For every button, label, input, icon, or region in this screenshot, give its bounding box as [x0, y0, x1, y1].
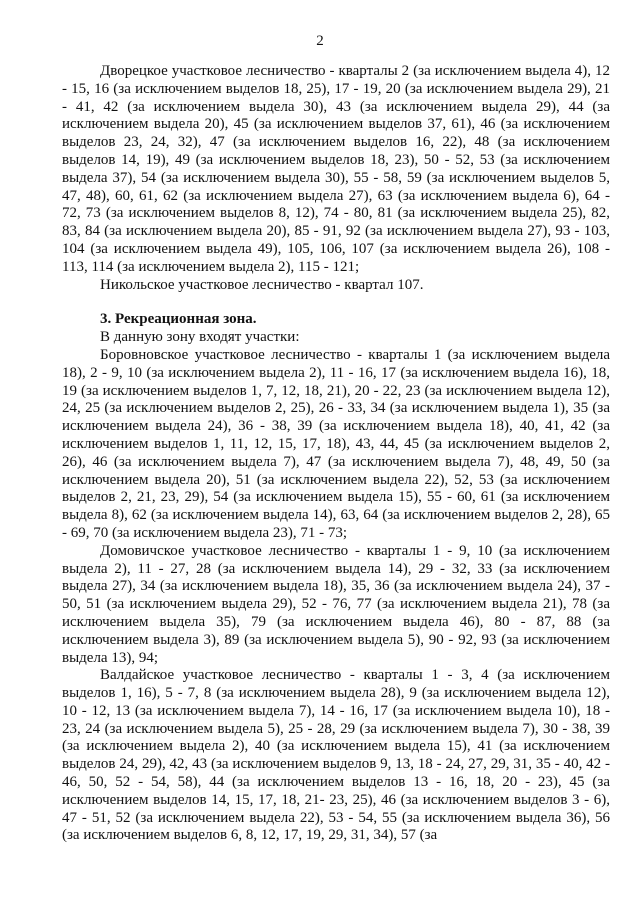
paragraph-valdayskoe: Валдайское участковое лесничество - кварталы 1 - 3, 4 (за исключением выделов 1, 16), 5 - 7, 8 (за исключением выдела 28), 9 (за исключением выдела 12), 10 - 12, 13 (за исключением выдела 7), 14 - 16, 17 (за исключением выдела 10), 18 - 23, 24 (за исключением выдела 5), 25 - 28, 29 (за исключением выдела 7), 30 - 38, 39 (за исключением выдела 2), 40 (за исключением выдела 15), 41 (за исключением выделов 24, 29), 42, 43 (за исключением выделов 9, 13, 18 - 24, 27, 29, 31, 35 - 40, 42 - 46, 50, 52 - 54, 58), 44 (за исключением выделов 13 - 16, 18, 20 - 23), 45 (за исключением выделов 14, 15, 17, 18, 21- 23, 25), 46 (за исключением выделов 3 - 6), 47 - 51, 52 (за исключением выдела 22), 53 - 54, 55 (за исключением выдела 36), 56 (за исключением выделов 6, 8, 12, 17, 19, 29, 31, 34), 57 (за	[62, 667, 610, 844]
paragraph-nikolskoe: Никольское участковое лесничество - квартал 107.	[100, 276, 424, 293]
document-body	[62, 63, 610, 845]
page-number: 2	[316, 33, 324, 49]
paragraph-dvoretskoe: Дворецкое участковое лесничество - кварталы 2 (за исключением выдела 4), 12 - 15, 16 (за исключением выделов 18, 25), 17 - 19, 20 (за исключением выдела 29), 21 - 41, 42 (за исключением выдела 30), 43 (за исключением выдела 29), 44 (за исключением выдела 20), 45 (за исключением выделов 37, 61), 46 (за исключением выделов 23, 24, 32), 47 (за исключением выделов 16, 22), 48 (за исключением выделов 14, 19), 49 (за исключением выделов 18, 23), 50 - 52, 53 (за исключением выдела 37), 54 (за исключением выдела 30), 55 - 58, 59 (за исключением выделов 5, 47, 48), 60, 61, 62 (за исключением выдела 27), 63 (за исключением выдела 6), 64 - 72, 73 (за исключением выделов 8, 12), 74 - 80, 81 (за исключением выдела 25), 82, 83, 84 (за исключением выдела 20), 85 - 91, 92 (за исключением выдела 27), 93 - 103, 104 (за исключением выдела 49), 105, 106, 107 (за исключением выдела 26), 108 - 113, 114 (за исключением выдела 2), 115 - 121;	[62, 63, 610, 275]
paragraph-intro: В данную зону входят участки:	[100, 329, 300, 346]
paragraph-borovnovskoe: Боровновское участковое лесничество - кварталы 1 (за исключением выдела 18), 2 - 9, 10 (за исключением выдела 2), 11 - 16, 17 (за исключением выдела 16), 18, 19 (за исключением выделов 1, 7, 12, 18, 21), 20 - 22, 23 (за исключением выдела 12), 24, 25 (за исключением выделов 2, 25), 26 - 33, 34 (за исключением выдела 1), 35 (за исключением выдела 24), 36 - 38, 39 (за исключением выдела 18), 40, 41, 42 (за исключением выделов 1, 11, 12, 15, 17, 18), 43, 44, 45 (за исключением выделов 2, 26), 46 (за исключением выдела 7), 47 (за исключением выдела 7), 48, 49, 50 (за исключением выдела 20), 51 (за исключением выдела 22), 52, 53 (за исключением выделов 2, 21, 23, 29), 54 (за исключением выдела 15), 55 - 60, 61 (за исключением выдела 8), 62 (за исключением выдела 14), 63, 64 (за исключением выделов 2, 28), 65 - 69, 70 (за исключением выдела 23), 71 - 73;	[62, 346, 610, 541]
section-heading-recreation-zone: 3. Рекреационная зона.	[100, 311, 257, 328]
paragraph-domovichskoe: Домовичское участковое лесничество - кварталы 1 - 9, 10 (за исключением выдела 2), 11 - 27, 28 (за исключением выдела 14), 29 - 32, 33 (за исключением выдела 27), 34 (за исключением выдела 18), 35, 36 (за исключением выдела 24), 37 - 50, 51 (за исключением выдела 29), 52 - 76, 77 (за исключением выдела 21), 78 (за исключением выдела 35), 79 (за исключением выдела 46), 80 - 87, 88 (за исключением выдела 3), 89 (за исключением выдела 5), 90 - 92, 93 (за исключением выдела 13), 94;	[62, 542, 610, 666]
